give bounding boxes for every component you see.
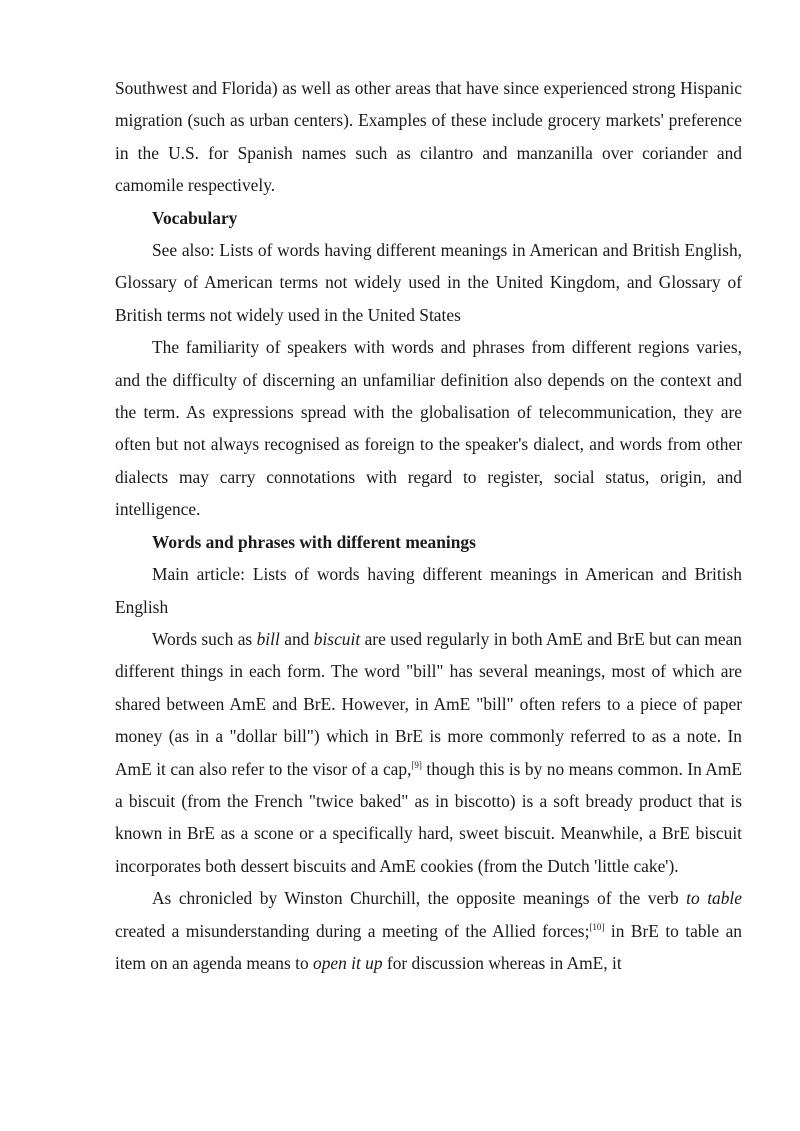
- text-run: though this is by no means common. In AmE a biscuit (from the French "twice baked" as in biscotto) is a soft bready product that is known in BrE as a scone or a specifically hard, sweet biscuit. Meanwhile, a BrE biscuit incorporates both dessert biscuits and AmE cookies (from the Dutch 'little cake').: [115, 758, 742, 876]
- heading-words-and-phrases: Words and phrases with different meanings: [152, 531, 476, 552]
- italic-term-bill: bill: [256, 628, 280, 649]
- document-page: [115, 72, 742, 979]
- italic-term-to-table: to table: [686, 888, 742, 909]
- paragraph-to-table: [115, 882, 742, 979]
- paragraph-bill-biscuit: [115, 623, 742, 882]
- text-run: are used regularly in both AmE and BrE but can mean different things in each form. The word "bill" has several meanings, most of which are shared between AmE and BrE. However, in AmE "bill" often refers to a piece of paper money (as in a "dollar bill") which in BrE is more commonly referred to as a note. In AmE it can also refer to the visor of a cap,: [115, 628, 743, 779]
- text-run: in BrE to table an item on an agenda means to: [115, 920, 742, 973]
- paragraph-see-also: See also: Lists of words having different meanings in American and British English, Glossary of American terms not widely used in the United Kingdom, and Glossary of British terms not widely used in the United States: [115, 240, 742, 325]
- italic-term-open-it-up: open it up: [313, 952, 383, 973]
- footnote-ref-9[interactable]: [9]: [411, 759, 422, 770]
- paragraph-main-article: Main article: Lists of words having different meanings in American and British English: [115, 564, 742, 617]
- footnote-ref-10[interactable]: [10]: [589, 921, 605, 932]
- text-run: for discussion whereas in AmE, it: [382, 952, 622, 973]
- italic-term-biscuit: biscuit: [313, 628, 361, 649]
- text-run: and: [279, 628, 314, 649]
- paragraph-familiarity: The familiarity of speakers with words and phrases from different regions varies, and the difficulty of discerning an unfamiliar definition also depends on the context and the term. As expressions spread with the globalisation of telecommunication, they are often but not always recognised as foreign to the speaker's dialect, and words from other dialects may carry connotations with regard to register, social status, origin, and intelligence.: [115, 337, 742, 520]
- text-run: Words such as: [152, 628, 257, 649]
- heading-vocabulary: Vocabulary: [152, 207, 238, 228]
- paragraph-hispanic-migration: Southwest and Florida) as well as other areas that have since experienced strong Hispanic migration (such as urban centers). Examples of these include grocery markets' preference in the U.S. for Spanish names such as cilantro and manzanilla over coriander and camomile respectively.: [115, 78, 742, 196]
- text-run: created a misunderstanding during a meeting of the Allied forces;: [115, 920, 590, 941]
- text-run: As chronicled by Winston Churchill, the opposite meanings of the verb: [152, 888, 687, 909]
